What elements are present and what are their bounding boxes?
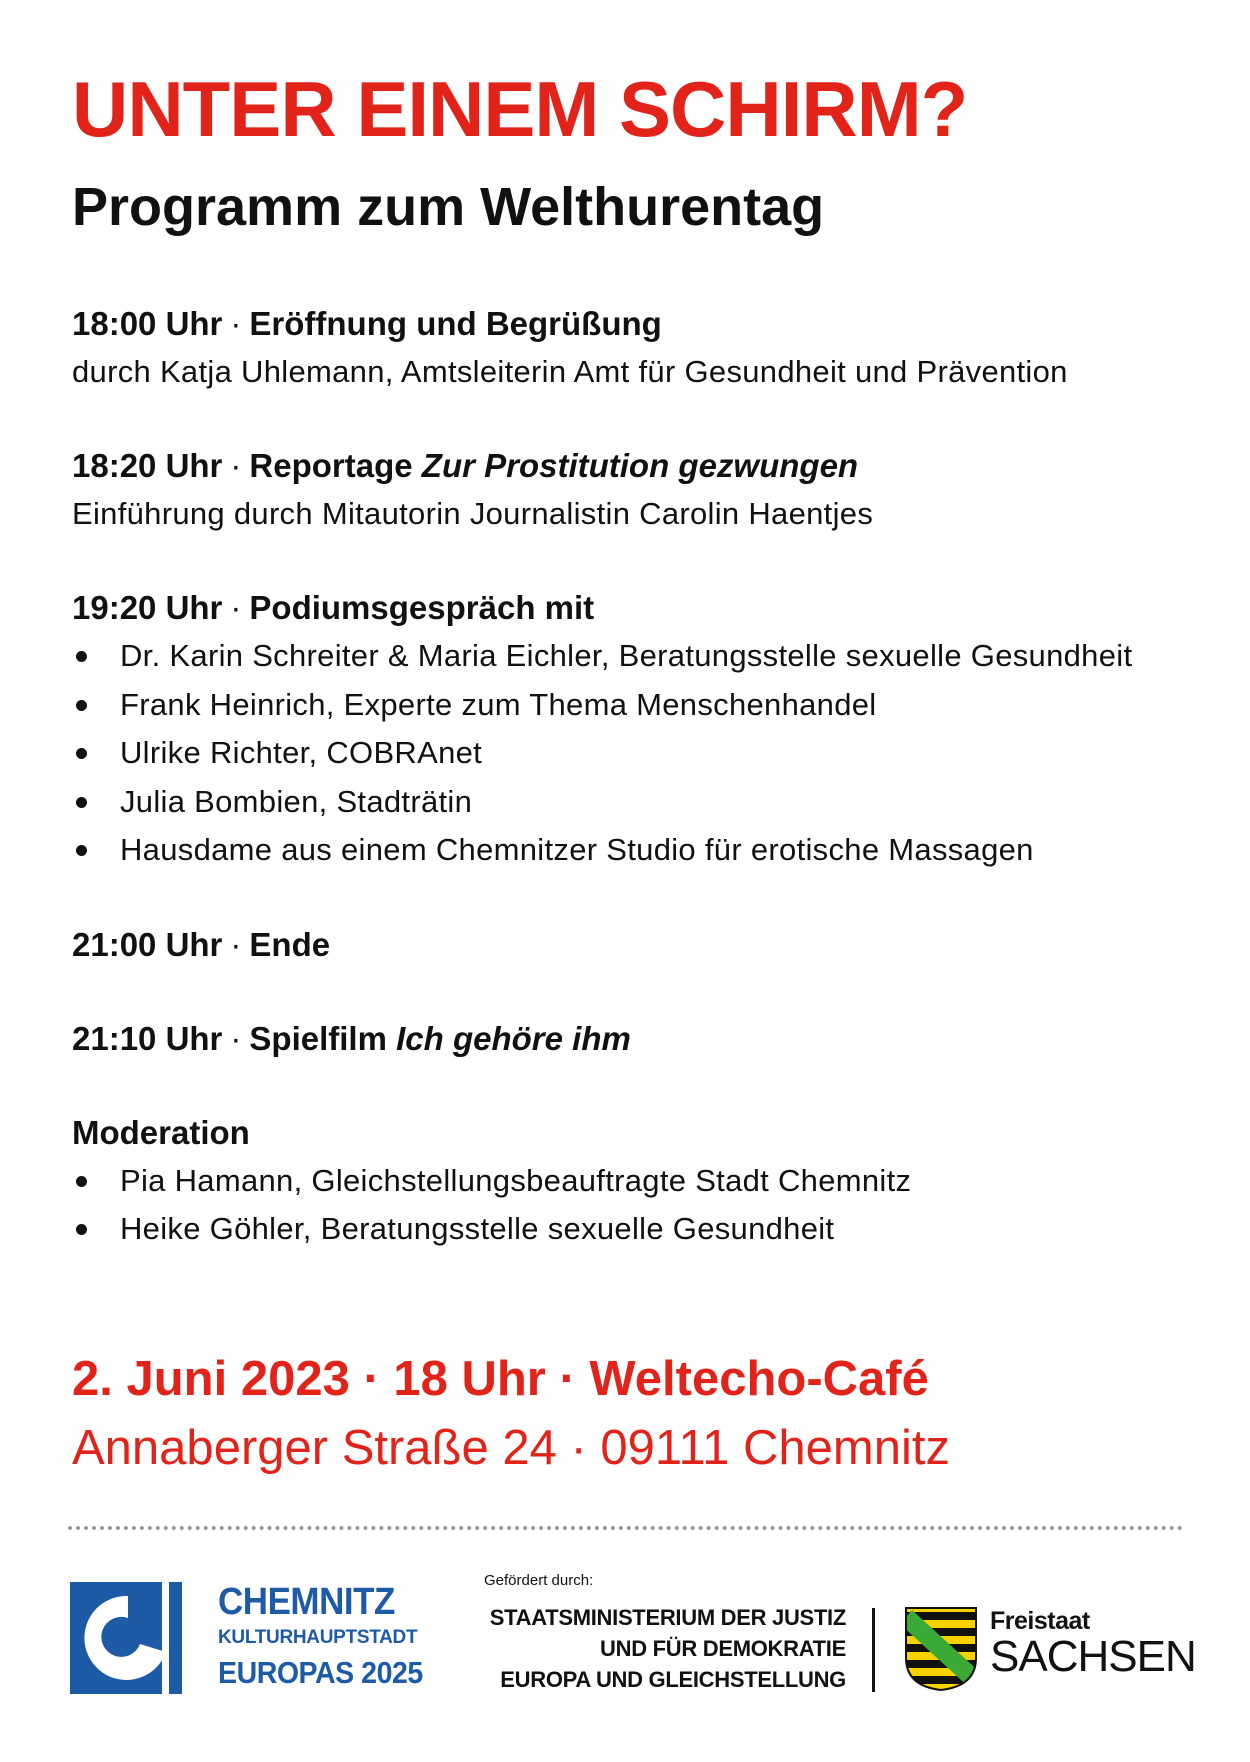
list-item: Ulrike Richter, COBRAnet <box>72 729 1192 778</box>
logo-divider <box>872 1608 875 1692</box>
program-item-panel <box>72 584 1192 875</box>
program-title-italic: Zur Prostitution gezwungen <box>421 447 859 484</box>
moderator-list <box>72 1157 1192 1254</box>
chemnitz-c-logo-icon <box>70 1582 182 1694</box>
sachsen-logo-line2: SACHSEN <box>990 1632 1196 1681</box>
separator: · <box>230 447 242 484</box>
event-address-line: Annaberger Straße 24 · 09111 Chemnitz <box>72 1421 950 1475</box>
list-item: Pia Hamann, Gleichstellungsbeauftragte Stadt Chemnitz <box>72 1157 1192 1206</box>
program-description: Einführung durch Mitautorin Journalistin Carolin Haentjes <box>72 496 874 531</box>
ministry-line: UND FÜR DEMOKRATIE <box>600 1636 846 1661</box>
separator: · <box>230 1019 242 1057</box>
program-title: Podiumsgespräch mit <box>249 589 595 626</box>
program-item-heading <box>72 442 1192 490</box>
list-item: Heike Göhler, Beratungsstelle sexuelle Gesundheit <box>72 1205 1192 1254</box>
program-time: 18:20 Uhr <box>72 447 223 484</box>
list-item: Dr. Karin Schreiter & Maria Eichler, Beratungsstelle sexuelle Gesundheit <box>72 632 1192 681</box>
separator: · <box>230 925 242 963</box>
speaker-list <box>72 632 1192 875</box>
program-item-heading <box>72 300 1192 348</box>
program-time: 19:20 Uhr <box>72 589 223 626</box>
main-title: UNTER EINEM SCHIRM? <box>72 65 968 153</box>
event-date-line: 2. Juni 2023 · 18 Uhr · Weltecho-Café <box>72 1352 929 1406</box>
ministry-line: EUROPA UND GLEICHSTELLUNG <box>500 1667 846 1692</box>
saxony-crest-icon <box>904 1606 978 1692</box>
dotted-divider <box>68 1526 1183 1530</box>
funded-by-label: Gefördert durch: <box>484 1572 594 1589</box>
program-title: Eröffnung und Begrüßung <box>249 305 662 342</box>
program-title: Ende <box>249 925 331 963</box>
ministry-line: STAATSMINISTERIUM DER JUSTIZ <box>489 1605 846 1630</box>
list-item: Julia Bombien, Stadträtin <box>72 778 1192 827</box>
separator: · <box>230 305 242 342</box>
program-time: 21:10 Uhr <box>72 1019 223 1057</box>
program-item-reportage <box>72 442 1192 538</box>
ministry-name <box>470 1602 846 1695</box>
moderation-section <box>72 1109 1192 1254</box>
program-item-opening <box>72 300 1192 396</box>
program-item-film <box>72 1015 1192 1063</box>
program-item-heading <box>72 1015 1192 1063</box>
program-item-end <box>72 921 1192 969</box>
chemnitz-logo-text <box>218 1582 441 1692</box>
program-title: Reportage <box>249 447 413 484</box>
program-list <box>72 300 1192 1300</box>
chemnitz-logo-line1: CHEMNITZ <box>218 1581 395 1623</box>
sachsen-logo-text <box>990 1608 1196 1680</box>
program-item-heading <box>72 584 1192 632</box>
program-time: 21:00 Uhr <box>72 925 223 963</box>
program-title-italic: Ich gehöre ihm <box>396 1019 631 1057</box>
sub-title: Programm zum Welthurentag <box>72 177 825 237</box>
chemnitz-logo-line2: KULTURHAUPTSTADT <box>218 1627 418 1648</box>
program-item-heading <box>72 921 1192 969</box>
chemnitz-logo-line3: EUROPAS 2025 <box>218 1655 423 1690</box>
moderation-heading: Moderation <box>72 1113 250 1151</box>
program-time: 18:00 Uhr <box>72 305 223 342</box>
program-description: durch Katja Uhlemann, Amtsleiterin Amt für Gesundheit und Prävention <box>72 354 1068 389</box>
list-item: Frank Heinrich, Experte zum Thema Menschenhandel <box>72 681 1192 730</box>
list-item: Hausdame aus einem Chemnitzer Studio für erotische Massagen <box>72 826 1192 875</box>
separator: · <box>230 589 242 626</box>
sachsen-logo-line1: Freistaat <box>990 1607 1090 1635</box>
program-title: Spielfilm <box>249 1019 387 1057</box>
